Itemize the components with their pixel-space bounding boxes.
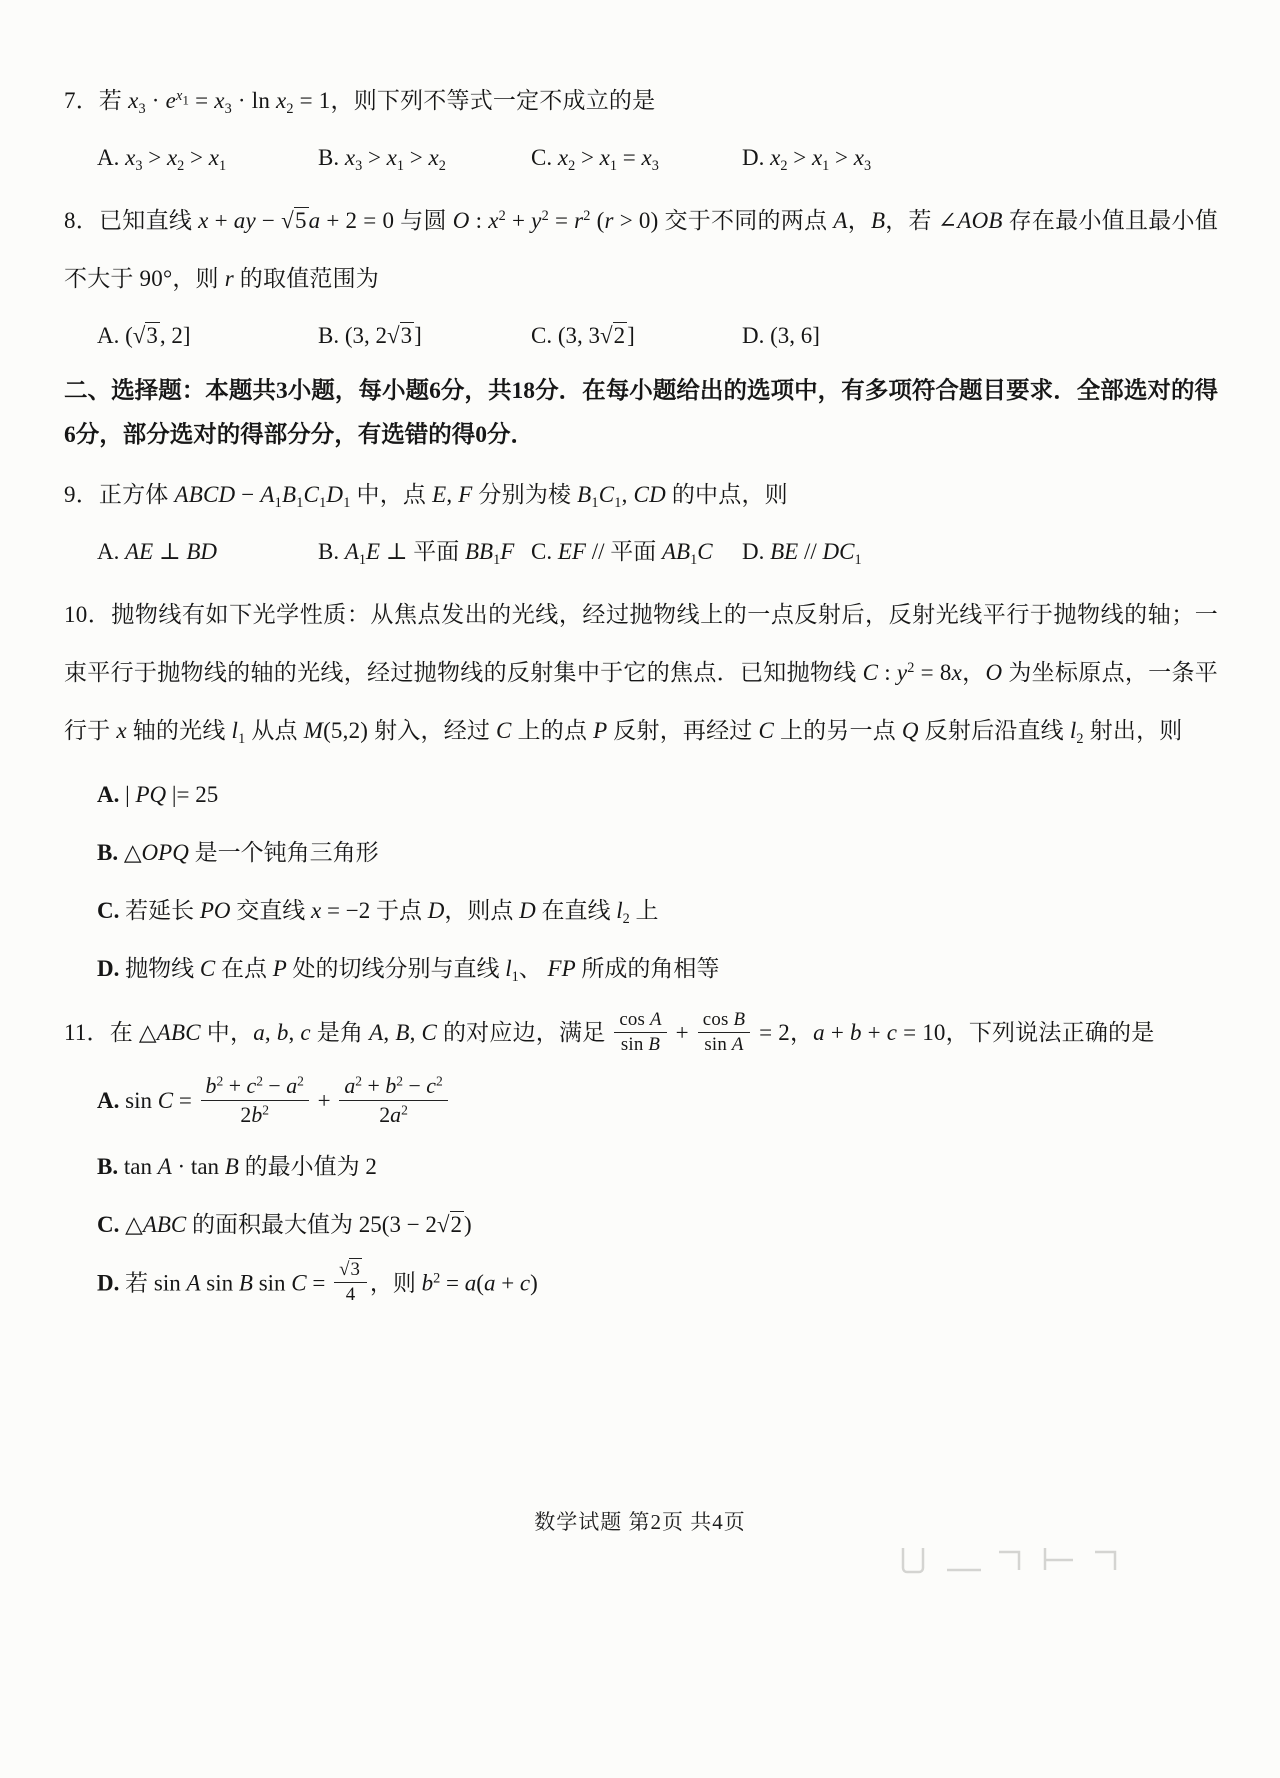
question-9-option-d: D. BE // $DC_1$ (742, 538, 862, 568)
question-11 (64, 1004, 1218, 1310)
question-7-option-a: A. $x_3 > x_2 > x_1$ (97, 144, 227, 174)
question-8 (64, 192, 1218, 360)
question-10-stem: 10．抛物线有如下光学性质：从焦点发出的光线，经过抛物线上的一点反射后，反射光线平行于抛物线的轴；一束平行于抛物线的轴的光线，经过抛物线的反射集中于它的焦点．已知抛物线 C : $y^2 = 8x$，O 为坐标原点，一条平行于 x 轴的光线 $l_1$ 从点 M(5,2) 射入，经过 C 上的点 P 反射，再经过 C 上的另一点 Q 反射后沿直线 $l_2$ 射出，则 (64, 602, 1219, 747)
question-9-option-c: C. EF // 平面 $AB_1C$ (531, 538, 713, 568)
question-8-option-b: B. (3, 2√3] (318, 323, 422, 349)
question-8-option-a: A. (√3, 2] (97, 323, 191, 349)
question-10-option-a: A. | PQ |= 25 (97, 781, 219, 807)
question-8-options (64, 312, 1218, 360)
question-11-option-d: D. 若 sin A sin B sin C = $\frac{√3}{4}$ ，则 $b^2 = a(a + c)$ (97, 1260, 1218, 1310)
question-9-stem: 9．正方体 ABCD − $A_1B_1C_1D_1$ 中，点 E, F 分别为棱 $B_1C_1$, CD 的中点，则 (64, 481, 788, 511)
question-10-option-d: D. 抛物线 C 在点 P 处的切线分别与直线 $l_1$、 FP 所成的角相等 (97, 955, 720, 985)
question-9 (64, 466, 1218, 576)
question-11-option-c: C. △ABC 的面积最大值为 25(3 − 2√2) (97, 1211, 472, 1237)
question-8-option-c: C. (3, 3√2] (531, 323, 635, 349)
question-9-options (64, 528, 1218, 576)
question-11-option-b: B. tan A · tan B 的最小值为 2 (97, 1153, 377, 1179)
question-10-option-c: C. 若延长 PO 交直线 x = −2 于点 D，则点 D 在直线 $l_2$ 上 (97, 897, 659, 927)
question-8-option-d: D. (3, 6] (742, 323, 820, 349)
question-11-options (64, 1074, 1218, 1310)
question-8-stem: 8．已知直线 x + ay − √5a + 2 = 0 与圆 O : $x^2 + y^2 = r^2$ (r > 0) 交于不同的两点 A，B，若 ∠AOB 存在最小值且最小值不大于 90°，则 r 的取值范围为 (64, 208, 1219, 292)
page-footer: 数学试题 第2页 共4页 (534, 1510, 746, 1534)
question-7-options (64, 134, 1218, 182)
question-11-option-a: A. sin C = $\frac{b^2 + c^2 - a^2}{2b^2}$ + $\frac{a^2 + b^2 - c^2}{2a^2}$ (97, 1074, 1218, 1132)
question-7-option-c: C. $x_2 > x_1 = x_3$ (531, 144, 659, 174)
question-9-option-b: B. $A_1E$ ⊥ 平面 $BB_1F$ (318, 538, 515, 568)
section-2-header: 二、选择题：本题共3小题，每小题6分，共18分．在每小题给出的选项中，有多项符合题目要求．全部选对的得6分，部分选对的得部分分，有选错的得0分． (64, 378, 1218, 449)
question-7-option-d: D. $x_2 > x_1 > x_3$ (742, 144, 872, 174)
question-7-stem: 7．若 $x_3 \cdot e^{x_1} = x_3 \cdot \ln x_2 = 1$，则下列不等式一定不成立的是 (64, 88, 656, 117)
question-7 (64, 72, 1218, 182)
scan-artifact (895, 1542, 1145, 1578)
question-9-option-a: A. AE ⊥ BD (97, 538, 218, 564)
question-10-option-b: B. △OPQ 是一个钝角三角形 (97, 839, 379, 865)
question-10 (64, 586, 1218, 992)
question-11-stem: 11．在 △ABC 中，a, b, c 是角 A, B, C 的对应边，满足 $\frac{\text{cos A}}{\text{sin B}}$ + $\frac{\text{cos B}}{\text{sin A}}$ = 2，a + b + c = 10，下列说法正确的是 (64, 1004, 1218, 1062)
question-10-options (64, 772, 1218, 992)
question-7-option-b: B. $x_3 > x_1 > x_2$ (318, 144, 446, 174)
